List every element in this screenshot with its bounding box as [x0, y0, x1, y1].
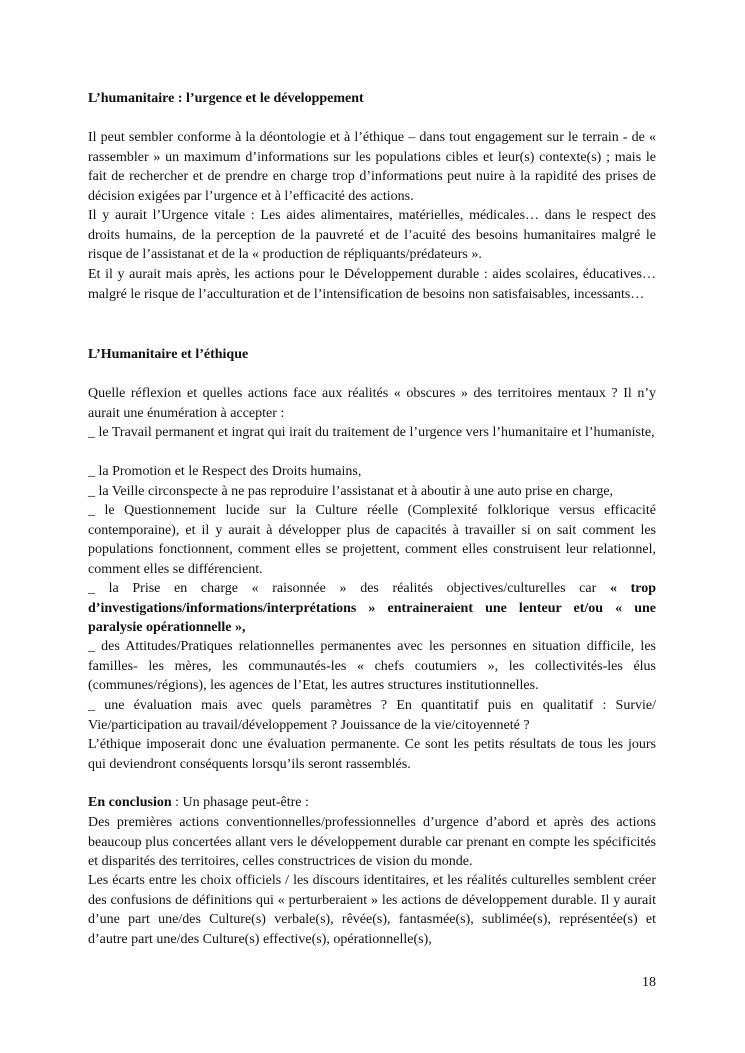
section-heading-humanitarian-urgency: L’humanitaire : l’urgence et le développement: [88, 91, 364, 106]
list-item-vigilance: _ la Veille circonspecte à ne pas reproduire l’assistanat et à aboutir à une auto prise en charge,: [88, 484, 614, 499]
list-item-reasoned-care-line1: [88, 579, 656, 599]
paragraph-phasing: Des premières actions conventionnelles/professionnelles d’urgence d’abord et après des actions beaucoup plus concertées allant vers le développement durable car prenant en compte les spécificités et disparités des territoires, celles constructrices de vision du monde.: [88, 815, 656, 869]
conclusion-heading-line: [88, 793, 656, 813]
list-item-relational-practices: _ des Attitudes/Pratiques relationnelles permanentes avec les personnes en situation difficile, les familles- les mères, les communautés-les « chefs coutumiers », les collectivités-les élus (communes/régions), les agences de l’Etat, les autres structures institutionnelles.: [88, 639, 656, 693]
paragraph-ethics-intro: Quelle réflexion et quelles actions face aux réalités « obscures » des territoires mentaux ? Il n’y aurait une énumération à accepter :: [88, 386, 656, 421]
paragraph-vital-urgency: Il y aurait l’Urgence vitale : Les aides alimentaires, matérielles, médicales… dans le respect des droits humains, de la perception de la pauvreté et de l’acuité des besoins humanitaires malgré le risque de l’assistanat et de la « production de répliquants/prédateurs ».: [88, 208, 656, 262]
reasoned-care-text: _ la Prise en charge « raisonnée » des réalités objectives/culturelles car: [88, 581, 597, 596]
page-number: 18: [642, 975, 656, 990]
list-item-culture-questioning: _ le Questionnement lucide sur la Culture réelle (Complexité folklorique versus efficacité contemporaine), et il y aurait à développer plus de capacités à travailler si on sait comment les populations fonctionnent, comment elles se projettent, comment elles construisent leur relationnel, comment elles se différencient.: [88, 503, 656, 577]
conclusion-heading-tail: : Un phasage peut-être :: [171, 795, 309, 810]
paragraph-information-gathering: Il peut sembler conforme à la déontologie et à l’éthique – dans tout engagement sur le terrain - de « rassembler » un maximum d’informations sur les populations cibles et leur(s) contexte(s) ; mais le fait de rechercher et de prendre en charge trop d’informations peut nuire à la rapidité des prises de décision exigées par l’urgence et à l’efficacité des actions.: [88, 130, 656, 204]
paragraph-ethics-closing: L’éthique imposerait donc une évaluation permanente. Ce sont les petits résultats de tous les jours qui deviendront conséquents lorsqu’ils seront rassemblés.: [88, 737, 656, 772]
reasoned-care-bold-line2: d’investigations/informations/interprétations » entraineraient une lenteur et/ou « une: [88, 600, 656, 616]
paragraph-cultural-gaps: Les écarts entre les choix officiels / les discours identitaires, et les réalités culturelles semblent créer des confusions de définitions qui « perturberaient » les actions de développement durable. Il y aurait d’une part une/des Culture(s) verbale(s), rêvée(s), fantasmée(s), sublimée(s), représentée(s) et d’autre part une/des Culture(s) effective(s), opérationnelle(s),: [88, 873, 656, 947]
paragraph-sustainable-development: Et il y aurait mais après, les actions pour le Développement durable : aides scolaires, éducatives… malgré le risque de l’acculturation et de l’intensification de besoins non satisfaisables, incessants…: [88, 267, 656, 302]
section-heading-ethics: L’Humanitaire et l’éthique: [88, 347, 249, 362]
list-item-permanent-work: _ le Travail permanent et ingrat qui irait du traitement de l’urgence vers l’humanitaire et l’humaniste,: [88, 425, 655, 440]
reasoned-care-bold-line3: paralysie opérationnelle »,: [88, 620, 246, 635]
reasoned-care-bold-start: « trop: [609, 581, 656, 596]
list-item-evaluation: _ une évaluation mais avec quels paramètres ? En quantitatif puis en qualitatif : Survie/ Vie/participation au travail/développement ? Jouissance de la vie/citoyenneté ?: [88, 698, 656, 733]
list-item-reasoned-care: [88, 579, 656, 638]
conclusion-heading: En conclusion: [88, 795, 172, 810]
list-item-human-rights: _ la Promotion et le Respect des Droits humains,: [88, 464, 362, 479]
